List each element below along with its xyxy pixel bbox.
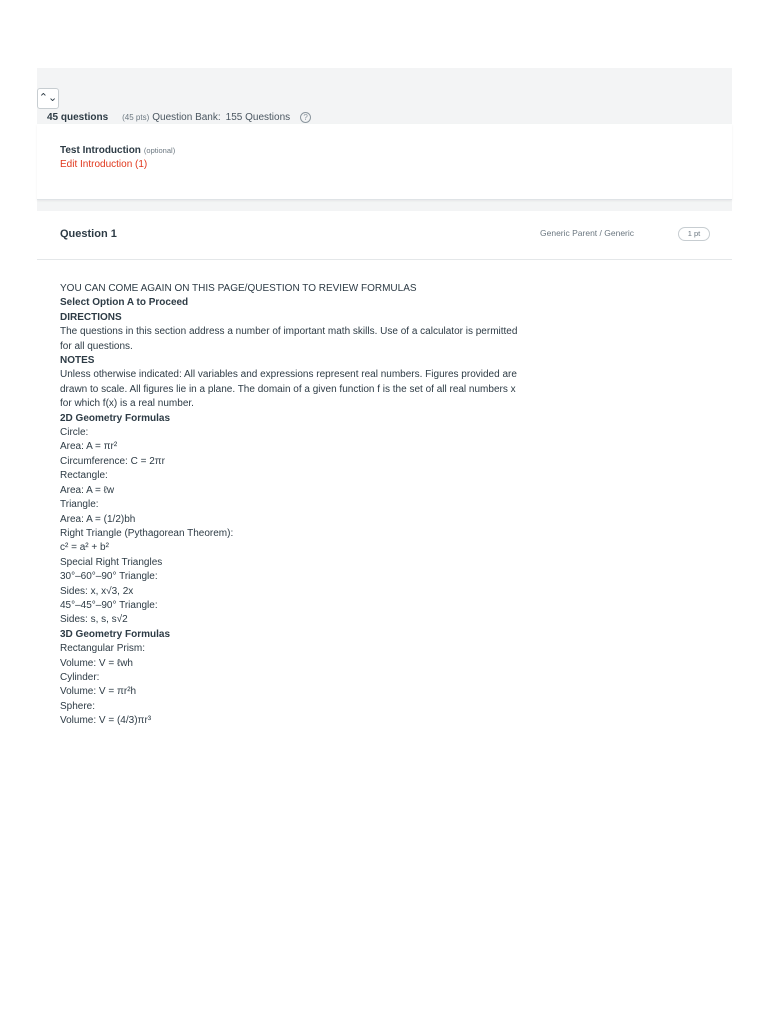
question-count: 45 questions	[47, 111, 109, 123]
proceed-instruction: Select Option A to Proceed	[60, 297, 189, 309]
question-body	[60, 282, 530, 729]
pythagorean-formula: c² = a² + b²	[60, 542, 109, 554]
cylinder-volume: Volume: V = πr²h	[60, 686, 137, 698]
total-points: (45 pts)	[122, 112, 150, 122]
question-title[interactable]: Question 1	[60, 228, 117, 240]
circle-area: Area: A = πr²	[60, 441, 118, 453]
test-introduction-card	[37, 124, 732, 200]
help-icon[interactable]: ?	[300, 112, 311, 123]
geometry-2d-heading: 2D Geometry Formulas	[60, 412, 171, 424]
question-bank-count: 155 Questions	[225, 111, 291, 123]
sphere-label: Sphere:	[60, 700, 96, 712]
chevron-up-down-icon[interactable]: ⌃⌄	[37, 88, 59, 109]
triangle-45-45-90-label: 45°–45°–90° Triangle:	[60, 599, 158, 611]
question-category-path: Generic Parent / Generic	[540, 228, 635, 238]
question-bank-label: Question Bank:	[152, 111, 221, 123]
prism-label: Rectangular Prism:	[60, 643, 146, 655]
cylinder-label: Cylinder:	[60, 671, 100, 683]
notes-text: Unless otherwise indicated: All variables and expressions represent real numbers. Figures provided are drawn to scale. All figures lie in a plane. The domain of a given function f is the set of all real numbers x for which f(x) is a real number.	[60, 369, 517, 410]
triangle-30-60-90-label: 30°–60°–90° Triangle:	[60, 571, 158, 583]
questions-summary	[47, 110, 311, 124]
sphere-volume: Volume: V = (4/3)πr³	[60, 715, 152, 727]
notes-heading: NOTES	[60, 355, 95, 367]
geometry-3d-heading: 3D Geometry Formulas	[60, 628, 171, 640]
edit-introduction-link[interactable]: Edit Introduction (1)	[60, 159, 148, 170]
circle-circumference: Circumference: C = 2πr	[60, 455, 165, 467]
directions-text: The questions in this section address a number of important math skills. Use of a calculator is permitted for all questions.	[60, 326, 518, 352]
optional-label: (optional)	[143, 146, 176, 155]
prism-volume: Volume: V = ℓwh	[60, 657, 133, 669]
special-right-triangles: Special Right Triangles	[60, 556, 163, 568]
review-note: YOU CAN COME AGAIN ON THIS PAGE/QUESTION TO REVIEW FORMULAS	[60, 283, 417, 294]
circle-label: Circle:	[60, 427, 89, 439]
rectangle-label: Rectangle:	[60, 470, 108, 482]
question-points-badge: 1 pt	[678, 227, 710, 241]
directions-heading: DIRECTIONS	[60, 311, 122, 323]
triangle-label: Triangle:	[60, 499, 99, 511]
test-introduction-title-text: Test Introduction	[60, 145, 141, 156]
right-triangle-label: Right Triangle (Pythagorean Theorem):	[60, 527, 234, 539]
question-header	[37, 211, 732, 260]
question-card	[37, 211, 732, 989]
test-introduction-title	[60, 145, 175, 156]
triangle-30-60-90-sides: Sides: x, x√3, 2x	[60, 585, 134, 597]
triangle-45-45-90-sides: Sides: s, s, s√2	[60, 614, 128, 626]
triangle-area: Area: A = (1/2)bh	[60, 513, 136, 525]
rectangle-area: Area: A = ℓw	[60, 484, 115, 496]
